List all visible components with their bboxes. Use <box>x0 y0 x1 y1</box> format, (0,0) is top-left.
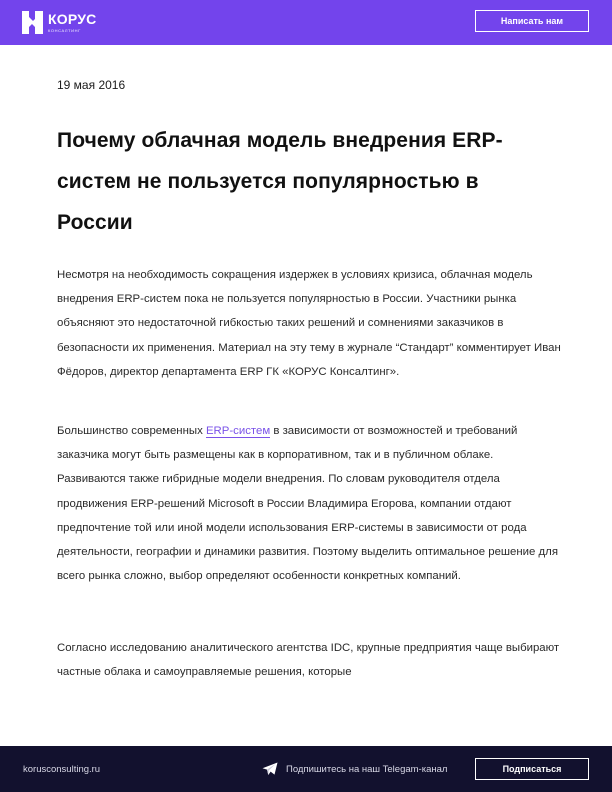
site-header <box>0 0 612 45</box>
logo-subtitle: КОНСАЛТИНГ <box>48 28 81 33</box>
logo-name: КОРУС <box>48 11 97 27</box>
article-paragraph-2 <box>57 419 562 588</box>
telegram-subscribe-text: Подпишитесь на наш Telegam-канал <box>286 763 448 775</box>
korus-logo[interactable] <box>22 11 96 34</box>
site-footer <box>0 746 612 792</box>
paragraph-text: Большинство современных <box>57 425 206 437</box>
article-paragraph-3: Согласно исследованию аналитического агентства IDC, крупные предприятия чаще выбирают частные облака и самоуправляемые решения, которые <box>57 642 560 679</box>
logo-text <box>48 12 96 33</box>
article-title: Почему облачная модель внедрения ERP-систем не пользуется популярностью в России <box>57 129 503 234</box>
telegram-promo[interactable] <box>262 762 447 776</box>
korus-logo-icon <box>22 11 43 34</box>
article-paragraph-1: Несмотря на необходимость сокращения издержек в условиях кризиса, облачная модель внедрения ERP-систем пока не пользуется популярностью в России. Участники рынка объясняют это недостаточной гибкостью таких решений и сомнениями заказчиков в безопасности их применения. Материал на эту тему в журнале “Стандарт” комментирует Иван Фёдоров, директор департамента ERP ГК «КОРУС Консалтинг». <box>57 269 561 378</box>
article-date: 19 мая 2016 <box>57 78 126 92</box>
telegram-paper-plane-icon <box>262 762 278 776</box>
erp-systems-link[interactable]: ERP-систем <box>205 425 271 437</box>
paragraph-text: в зависимости от возможностей и требований заказчика могут быть размещены как в корпоративном, так и в публичном облаке. Развиваются также гибридные модели внедрения. По словам руководителя отдела продвижения ERP-решений Microsoft в России Владимира Егорова, компании отдают предпочтение той или иной модели использования ERP-системы в зависимости от рода деятельности, географии и динамики развития. Поэтому выделить оптимальное решение для всего рынка сложно, выбор определяют особенности конкретных компаний. <box>57 425 558 583</box>
subscribe-button[interactable]: Подписаться <box>475 758 589 780</box>
site-link[interactable]: korusconsulting.ru <box>23 764 101 775</box>
contact-us-button[interactable]: Написать нам <box>475 10 589 32</box>
